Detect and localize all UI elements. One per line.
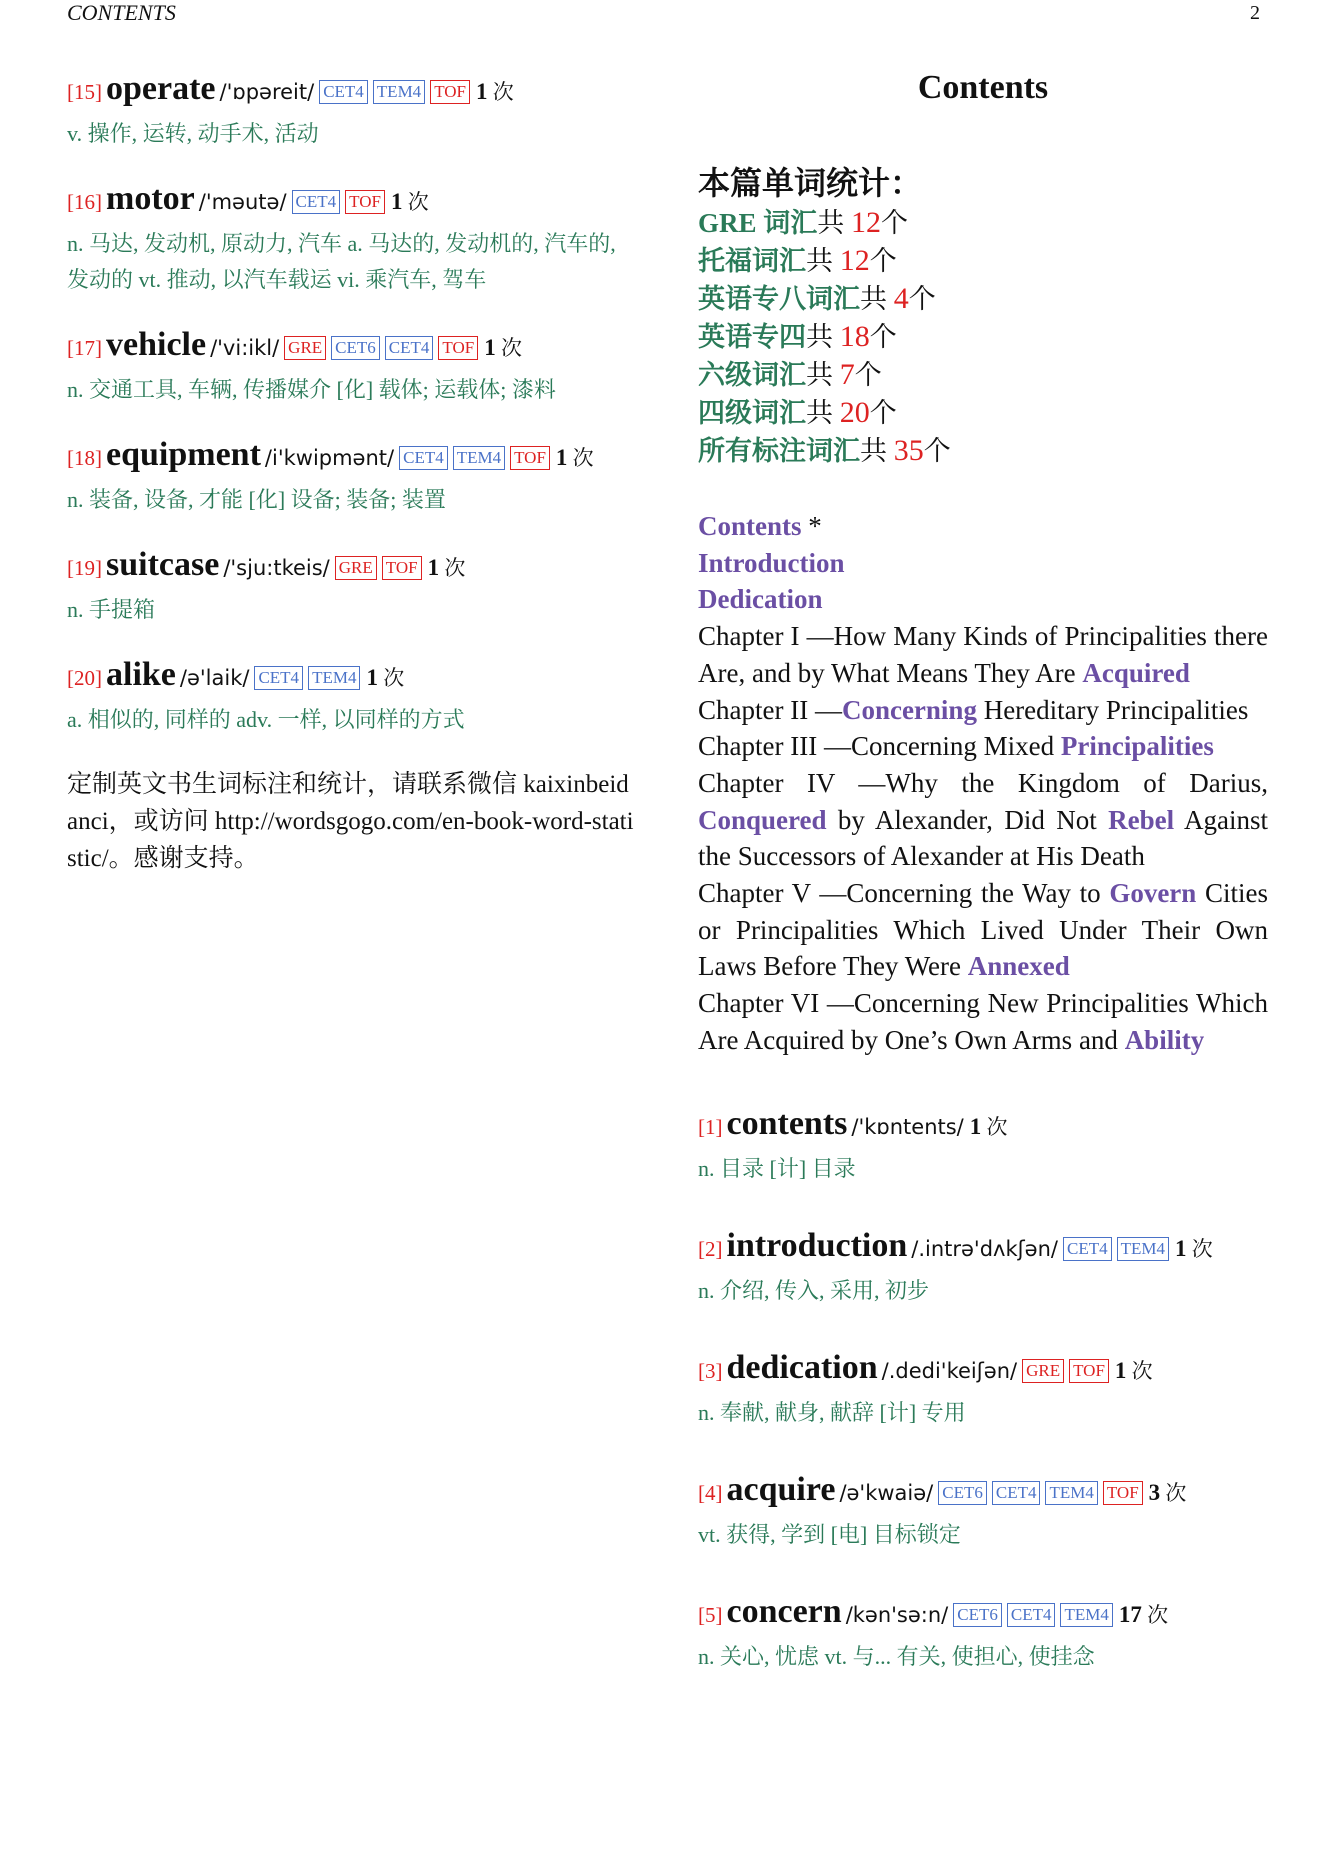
level-tag-badge: TOF [430,80,470,104]
phonetic: /kən'sə:n/ [845,1602,949,1627]
toc-title: Contents [917,69,1049,106]
definition: n. 奉献, 献身, 献辞 [计] 专用 [698,1399,966,1425]
chapter-5-keyword-govern: Govern [1109,878,1197,909]
stat-mid: 共 [806,398,840,428]
phonetic: /.dedi'keiʃən/ [881,1358,1018,1383]
stat-label: 所有标注词汇 [698,436,860,466]
stat-label: GRE 词汇 [698,208,818,238]
toc-link-contents[interactable]: Contents [698,511,802,541]
entry-index: [18] [67,446,102,470]
headword: operate [106,70,216,107]
occurrence-count [1119,1603,1168,1627]
chapter-5-text-mid: Cities or Principalities Which Lived Under Their Own Laws Before They Were [698,878,1268,982]
headword: concern [726,1592,842,1630]
stat-unit: 个 [881,208,909,238]
stat-label: 六级词汇 [698,360,806,390]
definition: n. 装备, 设备, 才能 [化] 设备; 装备; 装置 [67,487,446,512]
level-tag-badge: CET4 [319,80,368,104]
stat-mid: 共 [806,360,840,390]
word-entry-head [67,654,637,702]
headword: dedication [726,1348,878,1386]
chapter-2-keyword: Concerning [841,694,977,725]
left-column [67,68,637,877]
occurrence-count [428,556,466,580]
chapter-2-text-end: Hereditary Principalities [976,694,1249,725]
count-unit: 次 [1131,1358,1153,1383]
level-tag-badge: CET4 [385,336,434,360]
word-entry [698,1103,1268,1187]
occurrence-count [1149,1481,1187,1505]
entry-index: [15] [67,80,102,104]
level-tag-badge: TOF [382,556,422,580]
phonetic: /i'kwipmənt/ [264,446,395,470]
toc-link-dedication[interactable]: Dedication [698,584,823,615]
count-number: 1 [555,445,568,470]
occurrence-count [1175,1237,1213,1261]
stat-label: 四级词汇 [698,398,806,428]
occurrence-count [391,190,429,214]
occurrence-count [366,666,404,690]
toc-item-introduction[interactable] [698,545,1268,582]
stat-number: 12 [839,244,870,277]
level-tag-badge: CET4 [992,1481,1041,1505]
level-tag-badge: TEM4 [1045,1481,1097,1505]
occurrence-count [970,1115,1008,1139]
chapter-4-keyword-conquered: Conquered [698,804,827,835]
occurrence-count [484,336,522,360]
level-tag-badge: TEM4 [453,446,505,470]
entry-index: [19] [67,556,102,580]
level-tag-badge: CET4 [1007,1603,1056,1627]
entry-index: [4] [698,1480,723,1505]
contact-note: 定制英文书生词标注和统计，请联系微信 kaixinbeidanci，或访问 http://wordsgogo.com/en-book-word-statistic/。感谢支持。 [67,771,634,872]
stat-mid: 共 [860,436,894,466]
definition: n. 关心, 忧虑 vt. 与... 有关, 使担心, 使挂念 [698,1643,1095,1669]
count-number: 1 [366,665,378,690]
word-entry-head [698,1591,1268,1639]
stat-number: 7 [839,358,855,391]
word-entry [698,1225,1268,1309]
entry-index: [3] [698,1358,723,1383]
stat-unit: 个 [908,284,936,314]
stat-row [698,432,1268,470]
count-unit: 次 [500,336,522,360]
level-tag-badge: GRE [335,556,377,580]
stat-mid: 共 [860,284,894,314]
stat-label: 英语专四 [698,322,806,352]
stat-row [698,356,1268,394]
chapter-2-text: Chapter II — [698,694,842,725]
word-entry-head [67,178,637,226]
stat-row [698,318,1268,356]
right-column [698,64,1268,1713]
stat-unit: 个 [869,246,897,276]
level-tag-badge: TOF [510,446,550,470]
stat-unit: 个 [923,436,951,466]
word-entry-head [698,1469,1268,1517]
level-tag-badge: TOF [1103,1481,1143,1505]
occurrence-count [1115,1359,1153,1383]
toc-item-chapter-1[interactable] [698,618,1268,691]
definition: n. 目录 [计] 目录 [698,1155,856,1181]
word-entry [67,178,637,298]
level-tag-badge: GRE [284,336,326,360]
level-tag-badge: TOF [1069,1359,1109,1383]
word-entry-head [698,1225,1268,1273]
count-number: 1 [427,555,440,580]
level-tag-badge: TEM4 [1060,1603,1112,1627]
stats-list [698,204,1268,470]
word-entry [698,1347,1268,1431]
chapter-1-keyword: Acquired [1082,657,1190,688]
definition: a. 相似的, 同样的 adv. 一样, 以同样的方式 [67,707,465,732]
count-unit: 次 [492,80,514,104]
stat-unit: 个 [869,398,897,428]
stat-mid: 共 [806,322,840,352]
stat-mid: 共 [806,246,840,276]
phonetic: /ə'kwaiə/ [839,1480,934,1505]
stat-number: 4 [893,282,909,315]
word-entry [698,1591,1268,1675]
count-unit: 次 [407,190,429,214]
level-tag-badge: TEM4 [308,666,360,690]
word-entry [67,654,637,738]
count-number: 17 [1118,1601,1142,1627]
phonetic: /'vi:ikl/ [210,336,280,360]
chapter-6-keyword: Ability [1124,1024,1205,1055]
page-number: 2 [1250,2,1260,24]
word-entry-head [67,324,637,372]
entry-index: [16] [67,190,102,214]
toc-item-chapter-6[interactable] [698,985,1268,1058]
stat-number: 12 [851,206,882,239]
level-tag-badge: CET4 [254,666,303,690]
toc-link-introduction[interactable]: Introduction [698,547,845,578]
toc-star: * [801,511,822,541]
chapter-1-text: Chapter I —How Many Kinds of Principalities there Are, and by What Means They Are [698,621,1268,688]
word-entry [67,434,637,518]
toc-item-chapter-4[interactable] [698,765,1268,875]
stat-row [698,204,1268,242]
table-of-contents [698,508,1268,1059]
stat-number: 35 [893,434,924,467]
definition: v. 操作, 运转, 动手术, 活动 [67,121,319,146]
count-unit: 次 [986,1114,1008,1139]
chapter-4-text-mid: by Alexander, Did Not [826,804,1109,835]
headword: equipment [106,436,261,473]
toc-item-chapter-5[interactable] [698,875,1268,985]
chapter-5-text: Chapter V —Concerning the Way to [698,878,1110,909]
stat-row [698,394,1268,432]
level-tag-badge: GRE [1022,1359,1064,1383]
entry-index: [17] [67,336,102,360]
headword: suitcase [106,546,220,583]
toc-item-contents[interactable] [698,508,1268,545]
count-unit: 次 [572,446,594,470]
count-number: 1 [484,335,496,360]
chapter-4-text: Chapter IV —Why the Kingdom of Darius, [698,767,1268,798]
chapter-4-keyword-rebel: Rebel [1108,804,1175,835]
stat-number: 20 [839,396,870,429]
occurrence-count [476,80,514,104]
stat-label: 英语专八词汇 [698,284,860,314]
count-number: 1 [969,1113,982,1139]
word-entry [67,544,637,628]
count-unit: 次 [444,556,466,580]
running-header: CONTENTS [67,0,176,25]
count-number: 1 [390,189,403,214]
entry-index: [5] [698,1602,723,1627]
chapter-3-text: Chapter III —Concerning Mixed [698,731,1061,762]
definition: n. 介绍, 传入, 采用, 初步 [698,1277,930,1303]
count-number: 1 [1114,1357,1127,1383]
definition: vt. 获得, 学到 [电] 目标锁定 [698,1521,961,1547]
phonetic: /'ɒpəreit/ [219,80,315,104]
chapter-6-text: Chapter VI —Concerning New Principalities Which Are Acquired by One’s Own Arms and [698,988,1268,1055]
word-entry-head [67,68,637,116]
definition: n. 马达, 发动机, 原动力, 汽车 a. 马达的, 发动机的, 汽车的, 发动的 vt. 推动, 以汽车载运 vi. 乘汽车, 驾车 [67,231,616,292]
toc-item-chapter-3[interactable] [698,728,1268,765]
word-entry [67,324,637,408]
toc-item-chapter-2[interactable] [698,692,1268,729]
chapter-4-text-end: Against the Successors of Alexander at His Death [698,804,1268,872]
phonetic: /'sju:tkeis/ [223,556,330,580]
toc-item-dedication[interactable] [698,581,1268,618]
headword: motor [106,180,195,217]
word-entry-head [698,1347,1268,1395]
word-entry [67,68,637,152]
count-number: 3 [1148,1479,1161,1505]
word-entry-head [67,544,637,592]
phonetic: /'məutə/ [198,190,287,214]
right-word-list [698,1103,1268,1675]
entry-index: [2] [698,1236,723,1261]
level-tag-badge: CET6 [938,1481,987,1505]
occurrence-count [556,446,594,470]
count-unit: 次 [1165,1480,1187,1505]
word-entry [698,1469,1268,1553]
definition: n. 交通工具, 车辆, 传播媒介 [化] 载体; 运载体; 漆料 [67,377,556,402]
level-tag-badge: TEM4 [1117,1237,1169,1261]
count-unit: 次 [1191,1236,1213,1261]
left-word-list [67,68,637,738]
count-unit: 次 [1147,1602,1169,1627]
headword: acquire [726,1470,836,1508]
phonetic: /'kɒntents/ [851,1114,964,1139]
entry-index: [20] [67,666,102,690]
level-tag-badge: TOF [345,190,385,214]
definition: n. 手提箱 [67,597,156,622]
level-tag-badge: CET6 [953,1603,1002,1627]
stats-title: 本篇单词统计： [698,165,923,201]
chapter-3-keyword: Principalities [1060,731,1214,762]
stat-number: 18 [839,320,870,353]
count-number: 1 [1174,1235,1187,1261]
level-tag-badge: CET4 [1063,1237,1112,1261]
level-tag-badge: CET6 [331,336,380,360]
level-tag-badge: CET4 [399,446,448,470]
stat-label: 托福词汇 [698,246,806,276]
word-entry-head [67,434,637,482]
level-tag-badge: CET4 [292,190,341,214]
stat-row [698,242,1268,280]
phonetic: /.intrə'dʌkʃən/ [911,1236,1058,1261]
stat-row [698,280,1268,318]
stat-unit: 个 [854,360,882,390]
count-number: 1 [476,79,488,104]
phonetic: /ə'laik/ [179,666,250,690]
count-unit: 次 [383,666,405,690]
headword: alike [106,656,176,693]
level-tag-badge: TEM4 [373,80,425,104]
level-tag-badge: TOF [438,336,478,360]
chapter-5-keyword-annexed: Annexed [967,951,1070,982]
entry-index: [1] [698,1114,723,1139]
headword: vehicle [106,326,207,363]
stat-mid: 共 [817,208,852,238]
word-entry-head [698,1103,1268,1151]
headword: introduction [726,1226,908,1264]
stat-unit: 个 [869,322,897,352]
headword: contents [726,1104,848,1142]
